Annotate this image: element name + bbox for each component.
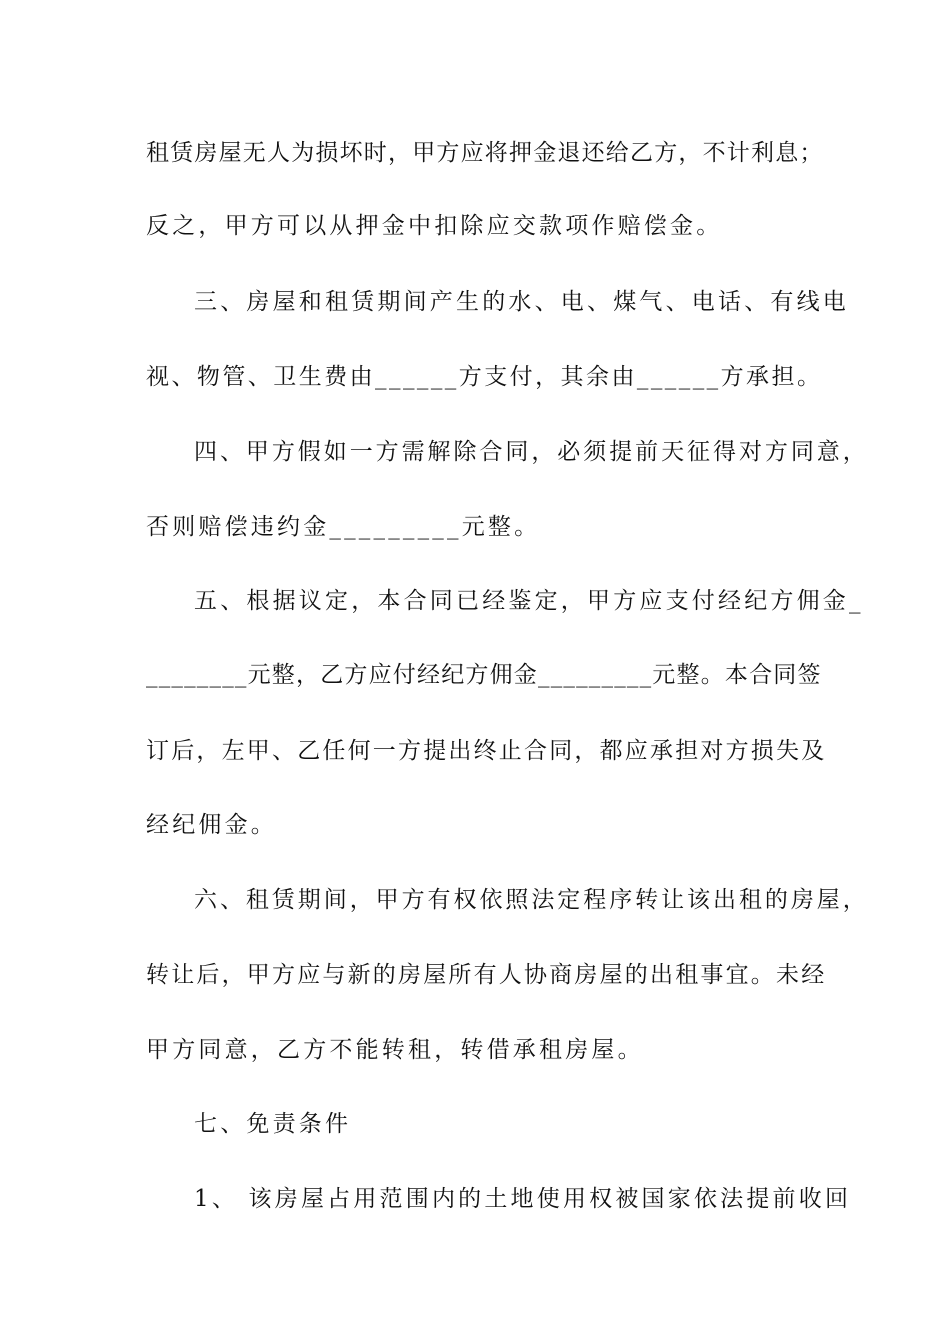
paragraph-5-line-1: 五、根据议定，本合同已经鉴定，甲方应支付经纪方佣金_ <box>194 588 864 614</box>
paragraph-3-line-1: 三、房屋和租赁期间产生的水、电、煤气、电话、有线电 <box>194 289 849 315</box>
section-7-item-1: 1、 该房屋占用范围内的土地使用权被国家依法提前收回 <box>194 1186 852 1212</box>
paragraph-3-line-2: 视、物管、卫生费由______方支付，其余由______方承担。 <box>146 364 823 390</box>
paragraph-6-line-2: 转让后，甲方应与新的房屋所有人协商房屋的出租事宜。未经 <box>146 962 827 988</box>
paragraph-6-line-3: 甲方同意，乙方不能转租，转借承租房屋。 <box>146 1037 644 1063</box>
paragraph-4-line-1: 四、甲方假如一方需解除合同，必须提前天征得对方同意， <box>194 439 869 465</box>
paragraph-5-line-2: ________元整，乙方应付经纪方佣金_________元整。本合同签 <box>146 662 822 688</box>
text-line-2: 反之，甲方可以从押金中扣除应交款项作赔偿金。 <box>146 213 723 239</box>
paragraph-5-line-4: 经纪佣金。 <box>146 812 277 838</box>
paragraph-4-line-2: 否则赔偿违约金_________元整。 <box>146 514 541 540</box>
section-7-heading: 七、免责条件 <box>194 1111 352 1137</box>
text-line-1: 租赁房屋无人为损坏时，甲方应将押金退还给乙方，不计利息； <box>146 140 824 166</box>
paragraph-6-line-1: 六、租赁期间，甲方有权依照法定程序转让该出租的房屋， <box>194 887 869 913</box>
paragraph-5-line-3: 订后，左甲、乙任何一方提出终止合同，都应承担对方损失及 <box>146 738 827 764</box>
